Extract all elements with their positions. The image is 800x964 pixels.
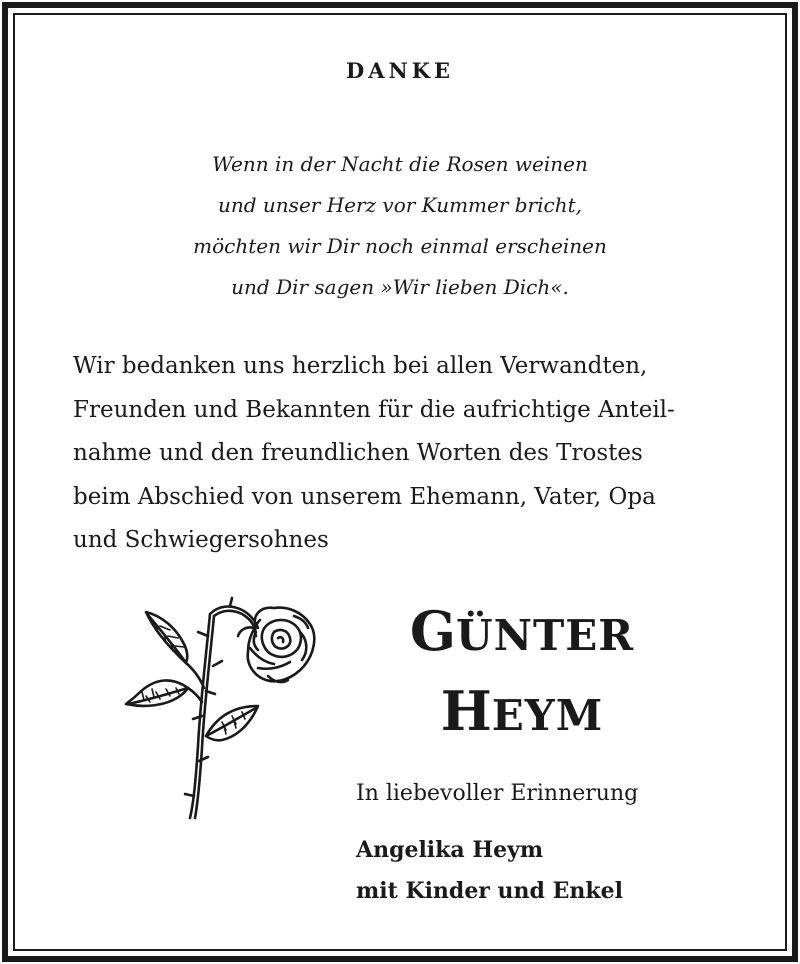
deceased-name — [352, 598, 692, 758]
first-name-initial: G — [409, 599, 456, 663]
body-line: Wir bedanken uns herzlich bei allen Verwandten, — [73, 353, 648, 379]
poem-line: und unser Herz vor Kummer bricht, — [218, 193, 582, 217]
first-name-rest: ÜNTER — [455, 611, 635, 660]
thank-you-text — [73, 345, 753, 563]
body-line: beim Abschied von unserem Ehemann, Vater, Opa — [73, 483, 656, 510]
poem-line: möchten wir Dir noch einmal erscheinen — [193, 234, 607, 258]
rose-illustration — [118, 596, 328, 822]
signature — [356, 830, 623, 912]
poem — [0, 144, 800, 308]
last-name-initial: H — [440, 679, 492, 743]
first-name — [352, 598, 692, 678]
last-name-rest: EYM — [491, 691, 604, 740]
last-name — [352, 678, 692, 758]
signature-line: mit Kinder und Enkel — [356, 878, 623, 904]
signature-line: Angelika Heym — [356, 837, 544, 863]
poem-line: und Dir sagen »Wir lieben Dich«. — [231, 275, 569, 299]
memory-line: In liebevoller Erinnerung — [356, 781, 639, 806]
heading-danke: DANKE — [346, 58, 454, 83]
body-line: Freunden und Bekannten für die aufrichtige Anteil- — [73, 396, 675, 423]
body-line: und Schwiegersohnes — [73, 527, 329, 553]
poem-line: Wenn in der Nacht die Rosen weinen — [212, 152, 588, 176]
body-line: nahme und den freundlichen Worten des Trostes — [73, 440, 643, 466]
